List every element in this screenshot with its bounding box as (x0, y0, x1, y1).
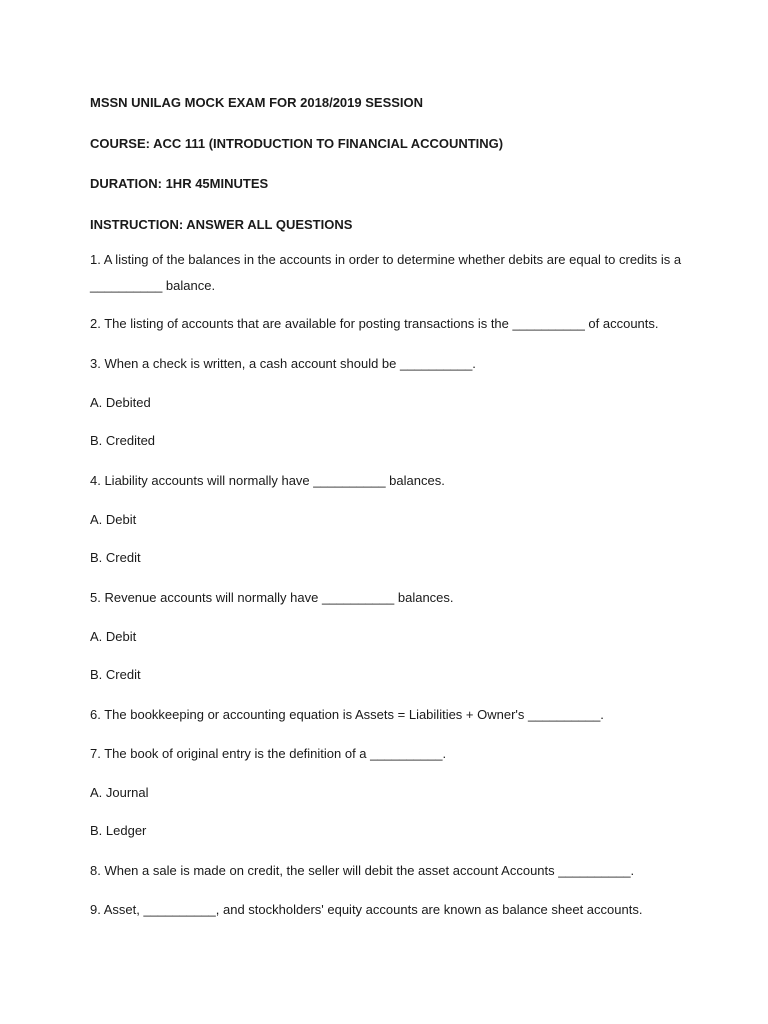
question-8: 8. When a sale is made on credit, the seller will debit the asset account Accounts __________. (90, 863, 635, 878)
duration-line: DURATION: 1HR 45MINUTES (90, 176, 269, 191)
question-5-option-a: A. Debit (90, 629, 137, 644)
exam-title: MSSN UNILAG MOCK EXAM FOR 2018/2019 SESSION (90, 95, 424, 110)
question-7-option-b: B. Ledger (90, 823, 147, 838)
question-7-option-a: A. Journal (90, 785, 149, 800)
course-line: COURSE: ACC 111 (INTRODUCTION TO FINANCIAL ACCOUNTING) (90, 136, 504, 151)
instruction-line: INSTRUCTION: ANSWER ALL QUESTIONS (90, 217, 353, 232)
question-4: 4. Liability accounts will normally have __________ balances. (90, 473, 445, 488)
question-5-option-b: B. Credit (90, 667, 141, 682)
question-1: 1. A listing of the balances in the accounts in order to determine whether debits are equal to credits is a __________ balance. (90, 252, 682, 293)
question-6: 6. The bookkeeping or accounting equation is Assets = Liabilities + Owner's __________. (90, 707, 604, 722)
question-4-option-a: A. Debit (90, 512, 137, 527)
question-3-option-b: B. Credited (90, 433, 156, 448)
question-2: 2. The listing of accounts that are available for posting transactions is the __________ of accounts. (90, 316, 659, 331)
question-3: 3. When a check is written, a cash account should be __________. (90, 356, 476, 371)
question-4-option-b: B. Credit (90, 550, 141, 565)
question-9: 9. Asset, __________, and stockholders' equity accounts are known as balance sheet accounts. (90, 902, 643, 917)
question-3-option-a: A. Debited (90, 395, 151, 410)
question-7: 7. The book of original entry is the definition of a __________. (90, 746, 447, 761)
question-5: 5. Revenue accounts will normally have __________ balances. (90, 590, 454, 605)
